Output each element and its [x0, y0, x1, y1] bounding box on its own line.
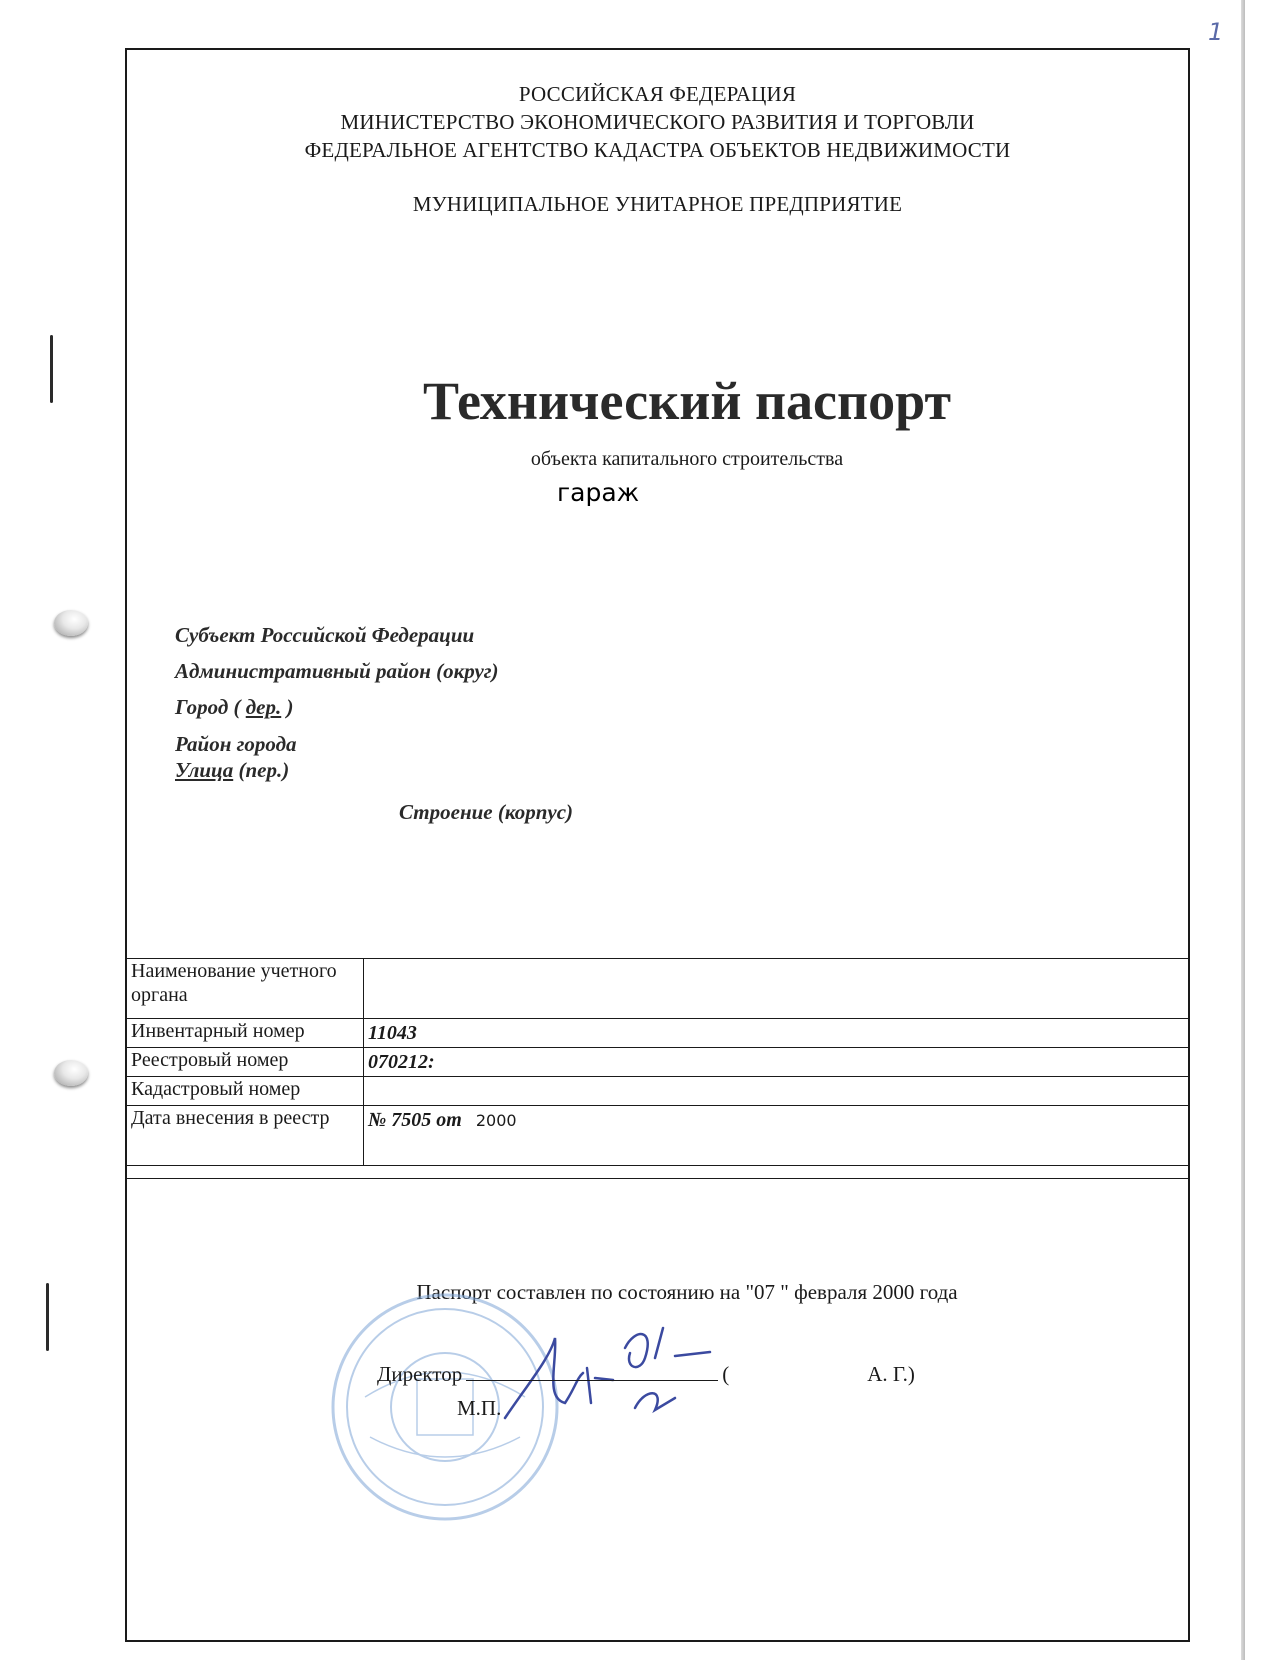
document-subtitle: объекта капитального строительства	[530, 448, 844, 470]
binder-mark-lower	[46, 1283, 49, 1351]
registry-entry-year: 2000	[475, 1111, 517, 1130]
director-paren: (	[722, 1362, 730, 1386]
registry-value-inventory: 11043	[364, 1019, 1189, 1048]
header-line-4: МУНИЦИПАЛЬНОЕ УНИТАРНОЕ ПРЕДПРИЯТИЕ	[412, 192, 903, 216]
address-street-suffix: (пер.)	[233, 758, 290, 782]
section-divider	[127, 1178, 1188, 1179]
address-street	[175, 758, 289, 783]
table-row	[127, 959, 1188, 1019]
signature-line	[466, 1362, 718, 1381]
header-line-1: РОССИЙСКАЯ ФЕДЕРАЦИЯ	[518, 82, 797, 106]
address-city-district: Район города	[175, 732, 297, 756]
registry-table	[127, 958, 1188, 1166]
address-city-suffix: )	[281, 695, 294, 719]
binder-hole-top	[54, 610, 88, 636]
address-city	[175, 695, 293, 720]
page-edge	[1241, 0, 1245, 1660]
registry-label-inventory: Инвентарный номер	[127, 1019, 364, 1048]
address-street-type: Улица	[175, 758, 234, 782]
binder-hole-bottom	[54, 1060, 88, 1086]
registry-label-authority: Наименование учетного органа	[127, 959, 364, 1019]
header-line-3: ФЕДЕРАЛЬНОЕ АГЕНТСТВО КАДАСТРА ОБЪЕКТОВ НЕДВИЖИМОСТИ	[304, 138, 1011, 162]
registry-label-register: Реестровый номер	[127, 1048, 364, 1077]
registry-value-authority	[364, 959, 1189, 1019]
address-city-prefix: Город (	[175, 695, 246, 719]
registry-value-register: 070212:	[364, 1048, 1189, 1077]
director-line	[377, 1362, 915, 1387]
object-type: гараж	[557, 478, 640, 507]
address-city-type: дер.	[245, 695, 282, 719]
table-row	[127, 1048, 1188, 1077]
registry-label-cadastral: Кадастровый номер	[127, 1077, 364, 1106]
page-number: 1	[1208, 18, 1224, 46]
table-row	[127, 1106, 1188, 1166]
header-line-2: МИНИСТЕРСТВО ЭКОНОМИЧЕСКОГО РАЗВИТИЯ И ТОРГОВЛИ	[340, 110, 975, 134]
registry-value-date	[364, 1106, 1189, 1166]
address-district: Административный район (округ)	[175, 659, 499, 683]
table-row	[127, 1077, 1188, 1106]
binder-mark-upper	[50, 335, 53, 403]
address-subject: Субъект Российской Федерации	[175, 623, 475, 647]
document-frame	[125, 48, 1190, 1642]
director-initials: А. Г.)	[867, 1362, 915, 1386]
registry-value-cadastral	[364, 1077, 1189, 1106]
passport-date: Паспорт составлен по состоянию на "07 " февраля 2000 года	[416, 1280, 958, 1304]
registry-label-date: Дата внесения в реестр	[127, 1106, 364, 1166]
registry-entry-number: № 7505 от	[368, 1109, 462, 1131]
table-row	[127, 1019, 1188, 1048]
director-label: Директор	[377, 1362, 463, 1386]
seal-place-label: М.П.	[457, 1396, 502, 1420]
document-title: Технический паспорт	[422, 371, 951, 431]
address-building: Строение (корпус)	[399, 800, 574, 824]
